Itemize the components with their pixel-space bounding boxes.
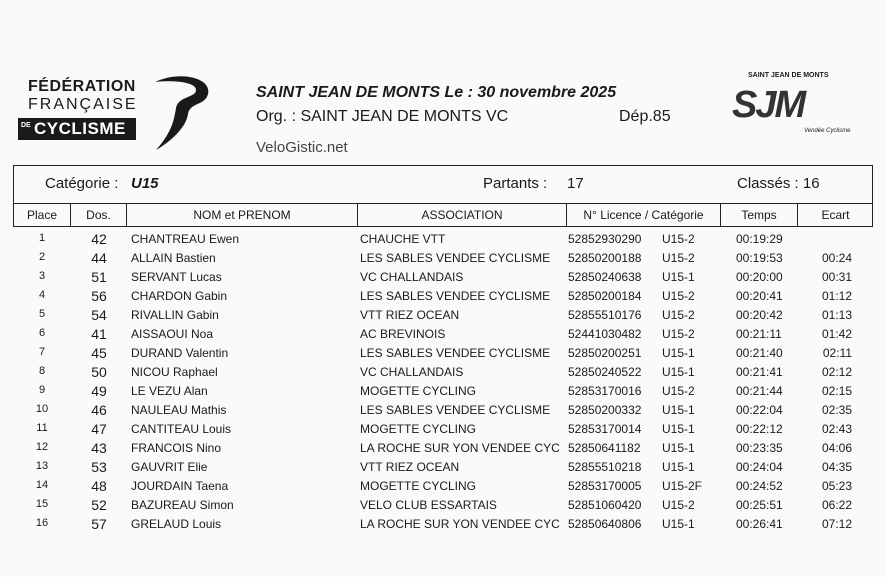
rider-name: CANTITEAU Louis xyxy=(131,422,232,436)
federation-line2: FRANÇAISE xyxy=(28,96,138,113)
place: 7 xyxy=(38,346,46,358)
rider-category: U15-2 xyxy=(662,498,695,512)
bib-number: 43 xyxy=(91,440,107,456)
rider-name: SERVANT Lucas xyxy=(131,270,222,284)
licence-number: 52851060420 xyxy=(568,498,642,512)
time-gap: 01:42 xyxy=(821,327,852,341)
bib-number: 42 xyxy=(91,231,107,247)
association: VTT RIEZ OCEAN xyxy=(360,308,460,322)
finish-time: 00:24:04 xyxy=(736,460,783,474)
column-header-association: ASSOCIATION xyxy=(421,208,503,222)
bib-number: 47 xyxy=(91,421,107,437)
department: Dép.85 xyxy=(619,108,671,125)
time-gap: 02:43 xyxy=(821,422,852,436)
place: 3 xyxy=(38,270,46,282)
table-row xyxy=(0,421,886,440)
time-gap: 00:31 xyxy=(821,270,852,284)
association: MOGETTE CYCLING xyxy=(360,479,477,493)
rider-category: U15-2 xyxy=(662,289,695,303)
table-row xyxy=(0,383,886,402)
licence-number: 52850200332 xyxy=(568,403,642,417)
column-header-dos: Dos. xyxy=(86,208,111,222)
bib-number: 50 xyxy=(91,364,107,380)
bib-number: 54 xyxy=(91,307,107,323)
association: MOGETTE CYCLING xyxy=(360,422,477,436)
rider-name: LE VEZU Alan xyxy=(131,384,208,398)
event-title: SAINT JEAN DE MONTS Le : 30 novembre 2025 xyxy=(256,84,617,101)
classified-count: Classés : 16 xyxy=(737,175,820,192)
finish-time: 00:19:29 xyxy=(736,232,783,246)
time-gap: 02:15 xyxy=(821,384,852,398)
association: LA ROCHE SUR YON VENDEE CYC xyxy=(360,517,560,531)
licence-number: 52850240638 xyxy=(568,270,642,284)
rider-category: U15-2 xyxy=(662,327,695,341)
place: 4 xyxy=(38,289,46,301)
time-gap: 06:22 xyxy=(821,498,852,512)
organizer: Org. : SAINT JEAN DE MONTS VC xyxy=(256,108,509,125)
association: VC CHALLANDAIS xyxy=(360,270,464,284)
rider-name: RIVALLIN Gabin xyxy=(131,308,219,322)
bib-number: 56 xyxy=(91,288,107,304)
association: LES SABLES VENDEE CYCLISME xyxy=(360,289,551,303)
place: 1 xyxy=(38,232,46,244)
rider-name: FRANCOIS Nino xyxy=(131,441,222,455)
finish-time: 00:26:41 xyxy=(736,517,783,531)
place: 2 xyxy=(38,251,46,263)
rider-name: DURAND Valentin xyxy=(131,346,229,360)
finish-time: 00:20:00 xyxy=(736,270,783,284)
rider-category: U15-1 xyxy=(662,441,695,455)
header-divider xyxy=(13,203,873,204)
finish-time: 00:22:12 xyxy=(736,422,783,436)
club-logo-top: SAINT JEAN DE MONTS xyxy=(748,72,829,79)
licence-number: 52855510176 xyxy=(568,308,642,322)
finish-time: 00:20:42 xyxy=(736,308,783,322)
time-gap: 01:12 xyxy=(821,289,852,303)
bib-number: 41 xyxy=(91,326,107,342)
starters-value: 17 xyxy=(567,175,584,192)
licence-number: 52850240522 xyxy=(568,365,642,379)
site-name: VeloGistic.net xyxy=(256,139,348,156)
licence-number: 52441030482 xyxy=(568,327,642,341)
federation-swoosh-icon xyxy=(150,72,220,152)
rider-name: NICOU Raphael xyxy=(131,365,218,379)
finish-time: 00:21:41 xyxy=(736,365,783,379)
time-gap: 05:23 xyxy=(821,479,852,493)
category-value: U15 xyxy=(131,175,159,192)
federation-de: DE xyxy=(21,122,31,129)
finish-time: 00:21:11 xyxy=(736,327,782,341)
time-gap: 02:35 xyxy=(821,403,852,417)
place: 14 xyxy=(35,479,49,491)
association: LES SABLES VENDEE CYCLISME xyxy=(360,403,551,417)
column-header-licence: N° Licence / Catégorie xyxy=(583,208,704,222)
finish-time: 00:20:41 xyxy=(736,289,783,303)
rider-category: U15-2F xyxy=(662,479,703,493)
finish-time: 00:21:40 xyxy=(736,346,783,360)
column-header-time: Temps xyxy=(741,208,777,222)
time-gap: 04:35 xyxy=(821,460,852,474)
table-row xyxy=(0,402,886,421)
bib-number: 53 xyxy=(91,459,107,475)
rider-category: U15-1 xyxy=(662,403,695,417)
place: 15 xyxy=(35,498,49,510)
bib-number: 48 xyxy=(91,478,107,494)
licence-number: 52850200251 xyxy=(568,346,642,360)
association: AC BREVINOIS xyxy=(360,327,446,341)
place: 13 xyxy=(35,460,49,472)
rider-name: NAULEAU Mathis xyxy=(131,403,227,417)
table-row xyxy=(0,364,886,383)
rider-category: U15-2 xyxy=(662,251,695,265)
club-logo-initials: SJM xyxy=(732,84,805,126)
association: VTT RIEZ OCEAN xyxy=(360,460,460,474)
rider-category: U15-2 xyxy=(662,384,695,398)
rider-name: GAUVRIT Elie xyxy=(131,460,208,474)
table-row xyxy=(0,269,886,288)
time-gap: 01:13 xyxy=(821,308,852,322)
bib-number: 57 xyxy=(91,516,107,532)
club-logo xyxy=(728,70,868,158)
federation-line1: FÉDÉRATION xyxy=(28,78,136,95)
time-gap: 02:11 xyxy=(822,346,852,360)
rider-category: U15-1 xyxy=(662,422,695,436)
table-row xyxy=(0,288,886,307)
table-row xyxy=(0,459,886,478)
bib-number: 45 xyxy=(91,345,107,361)
finish-time: 00:22:04 xyxy=(736,403,783,417)
licence-number: 52853170005 xyxy=(568,479,642,493)
finish-time: 00:19:53 xyxy=(736,251,783,265)
association: CHAUCHE VTT xyxy=(360,232,446,246)
rider-name: JOURDAIN Taena xyxy=(131,479,229,493)
bib-number: 46 xyxy=(91,402,107,418)
finish-time: 00:24:52 xyxy=(736,479,783,493)
table-row xyxy=(0,345,886,364)
place: 10 xyxy=(35,403,49,415)
bib-number: 51 xyxy=(91,269,107,285)
rider-name: ALLAIN Bastien xyxy=(131,251,216,265)
rider-category: U15-1 xyxy=(662,365,695,379)
rider-name: CHARDON Gabin xyxy=(131,289,228,303)
table-row xyxy=(0,307,886,326)
licence-number: 52850641182 xyxy=(568,441,641,455)
rider-name: CHANTREAU Ewen xyxy=(131,232,240,246)
table-row xyxy=(0,478,886,497)
association: LES SABLES VENDEE CYCLISME xyxy=(360,346,551,360)
licence-number: 52850200184 xyxy=(568,289,642,303)
place: 11 xyxy=(36,422,48,434)
association: VELO CLUB ESSARTAIS xyxy=(360,498,497,512)
finish-time: 00:23:35 xyxy=(736,441,783,455)
rider-name: GRELAUD Louis xyxy=(131,517,222,531)
place: 9 xyxy=(38,384,46,396)
time-gap: 07:12 xyxy=(821,517,852,531)
time-gap: 04:06 xyxy=(821,441,852,455)
category-label: Catégorie : xyxy=(45,175,119,192)
starters-label: Partants : xyxy=(483,175,548,192)
licence-number: 52855510218 xyxy=(568,460,642,474)
licence-number: 52850200188 xyxy=(568,251,642,265)
licence-number: 52853170014 xyxy=(568,422,642,436)
finish-time: 00:21:44 xyxy=(736,384,783,398)
rider-category: U15-1 xyxy=(662,270,695,284)
results-list xyxy=(0,231,886,535)
association: LES SABLES VENDEE CYCLISME xyxy=(360,251,551,265)
time-gap: 00:24 xyxy=(821,251,852,265)
licence-number: 52853170016 xyxy=(568,384,642,398)
rider-name: BAZUREAU Simon xyxy=(131,498,234,512)
federation-line3: CYCLISME xyxy=(34,119,126,138)
rider-category: U15-1 xyxy=(662,346,695,360)
rider-category: U15-2 xyxy=(662,232,695,246)
table-row xyxy=(0,440,886,459)
place: 16 xyxy=(35,517,49,529)
place: 6 xyxy=(38,327,46,339)
table-row xyxy=(0,516,886,535)
rider-category: U15-1 xyxy=(662,517,695,531)
table-row xyxy=(0,497,886,516)
licence-number: 52850640806 xyxy=(568,517,642,531)
rider-category: U15-2 xyxy=(662,308,695,322)
bib-number: 52 xyxy=(91,497,107,513)
place: 12 xyxy=(35,441,49,453)
place: 5 xyxy=(38,308,46,320)
table-row xyxy=(0,231,886,250)
association: MOGETTE CYCLING xyxy=(360,384,477,398)
rider-name: AISSAOUI Noa xyxy=(131,327,214,341)
bib-number: 49 xyxy=(91,383,107,399)
association: LA ROCHE SUR YON VENDEE CYC xyxy=(360,441,560,455)
table-row xyxy=(0,326,886,345)
column-header-gap: Ecart xyxy=(821,208,850,222)
association: VC CHALLANDAIS xyxy=(360,365,464,379)
licence-number: 52852930290 xyxy=(568,232,642,246)
federation-logo xyxy=(18,78,158,144)
place: 8 xyxy=(38,365,46,377)
time-gap: 02:12 xyxy=(821,365,852,379)
table-row xyxy=(0,250,886,269)
bib-number: 44 xyxy=(91,250,107,266)
club-logo-sub: Vendée Cyclisme xyxy=(804,128,851,134)
column-header-place: Place xyxy=(26,208,58,222)
finish-time: 00:25:51 xyxy=(736,498,783,512)
column-header-name: NOM et PRENOM xyxy=(193,208,291,222)
rider-category: U15-1 xyxy=(662,460,695,474)
